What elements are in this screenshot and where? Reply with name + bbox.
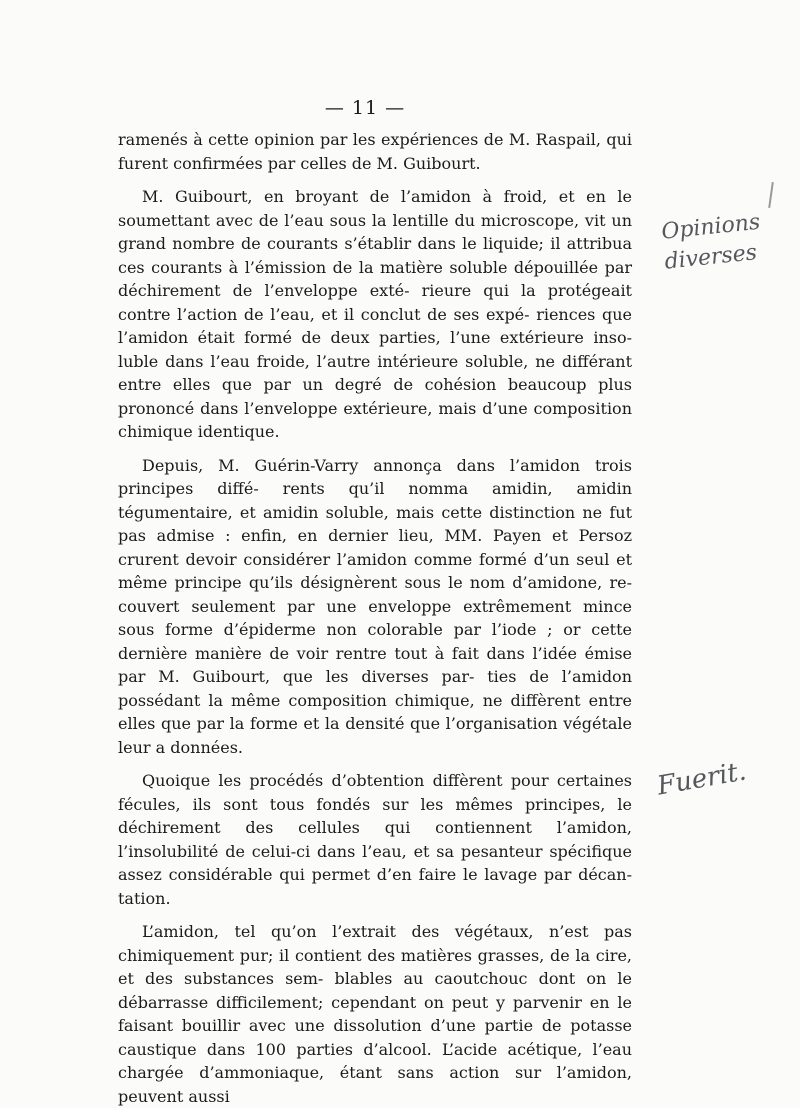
text-line: pur; il contient des matières grasses, de la cire, et des substances sem-	[118, 945, 632, 988]
text-line: sont tous fondés sur les mêmes principes, le déchirement des cellules qui	[118, 794, 632, 837]
text-line: contiennent l’amidon, l’insolubilité de celui-ci dans l’eau, et sa pesanteur	[118, 818, 632, 861]
pencil-mark	[768, 182, 774, 208]
text-line: de la matière soluble dépouillée par déchirement de l’enveloppe exté-	[118, 257, 632, 300]
text-line: confirmées par celles de M. Guibourt.	[173, 153, 481, 173]
text-line: avec de l’eau sous la lentille du microscope, vit un grand nombre de	[118, 210, 632, 253]
text-line: rentre tout à fait dans l’idée émise par M. Guibourt, que les diverses par-	[118, 643, 633, 686]
text-line: a données.	[155, 737, 243, 757]
text-line: luble dans l’eau froide, l’autre intérieure soluble, ne différant entre elles	[118, 351, 632, 394]
body-text	[118, 128, 632, 1108]
text-line: entre elles que par la forme et la densité que l’organisation végétale leur	[118, 690, 632, 757]
margin-note-line: Opinions	[660, 209, 762, 245]
margin-note-opinions	[660, 208, 765, 278]
margin-note-fuerit: Fuerit.	[655, 756, 749, 802]
text-line: rents qu’il nomma amidin, amidin tégumentaire, et amidin soluble,	[118, 479, 632, 522]
text-line: M. Guibourt, en broyant de l’amidon à froid, et en le soumettant	[118, 187, 632, 230]
text-line: de potasse caustique dans 100 parties d’alcool. L’acide acétique, l’eau	[118, 1016, 632, 1059]
text-line: L’amidon, tel qu’on l’extrait des végétaux, n’est pas chimiquement	[118, 922, 632, 965]
text-line: rieure qui la protégeait contre l’action de l’eau, et il conclut de ses expé-	[118, 281, 632, 324]
text-line: MM. Payen et Persoz crurent devoir considérer l’amidon comme formé	[118, 526, 633, 569]
text-line: chargée d’ammoniaque, étant sans action sur l’amidon, peuvent aussi	[118, 1063, 632, 1106]
text-line: ties de l’amidon possédant la même composition chimique, ne diffèrent	[118, 667, 632, 710]
text-line: peut y parvenir en le faisant bouillir avec une dissolution d’une partie	[118, 992, 632, 1035]
paragraph-2	[118, 185, 632, 444]
paragraph-5	[118, 920, 632, 1108]
text-line: spécifique assez considérable qui permet d’en faire le lavage par décan-	[118, 841, 632, 884]
text-line: d’un seul et même principe qu’ils désignèrent sous le nom d’amidone, re-	[118, 549, 632, 592]
text-line: d’épiderme non colorable par l’iode ; or cette dernière manière de voir	[118, 620, 633, 663]
text-line: Depuis, M. Guérin-Varry annonça dans l’amidon trois principes diffé-	[118, 455, 632, 498]
text-line: riences que l’amidon était formé de deux parties, l’une extérieure inso-	[118, 304, 632, 347]
text-line: que par un degré de cohésion beaucoup plus prononcé dans l’enveloppe	[118, 375, 633, 418]
paragraph-1	[118, 128, 632, 175]
text-line: ramenés à cette opinion par les expériences de M. Raspail, qui furent	[118, 130, 632, 173]
text-line: extérieure, mais d’une composition chimique identique.	[118, 398, 632, 441]
text-line: courants s’établir dans le liquide; il attribua ces courants à l’émission	[118, 234, 633, 277]
text-line: Quoique les procédés d’obtention diffèrent pour certaines fécules, ils	[118, 771, 632, 814]
paragraph-3	[118, 454, 632, 760]
text-line: blables au caoutchouc dont on le débarrasse difficilement; cependant on	[118, 969, 633, 1012]
text-line: couvert seulement par une enveloppe extrêmement mince sous forme	[118, 596, 632, 639]
page-number: — 11 —	[324, 97, 406, 119]
text-line: mais cette distinction ne fut pas admise : enfin, en dernier lieu,	[118, 502, 633, 545]
margin-note-line: diverses	[663, 240, 759, 275]
paragraph-4	[118, 769, 632, 910]
text-line: tation.	[118, 888, 171, 908]
